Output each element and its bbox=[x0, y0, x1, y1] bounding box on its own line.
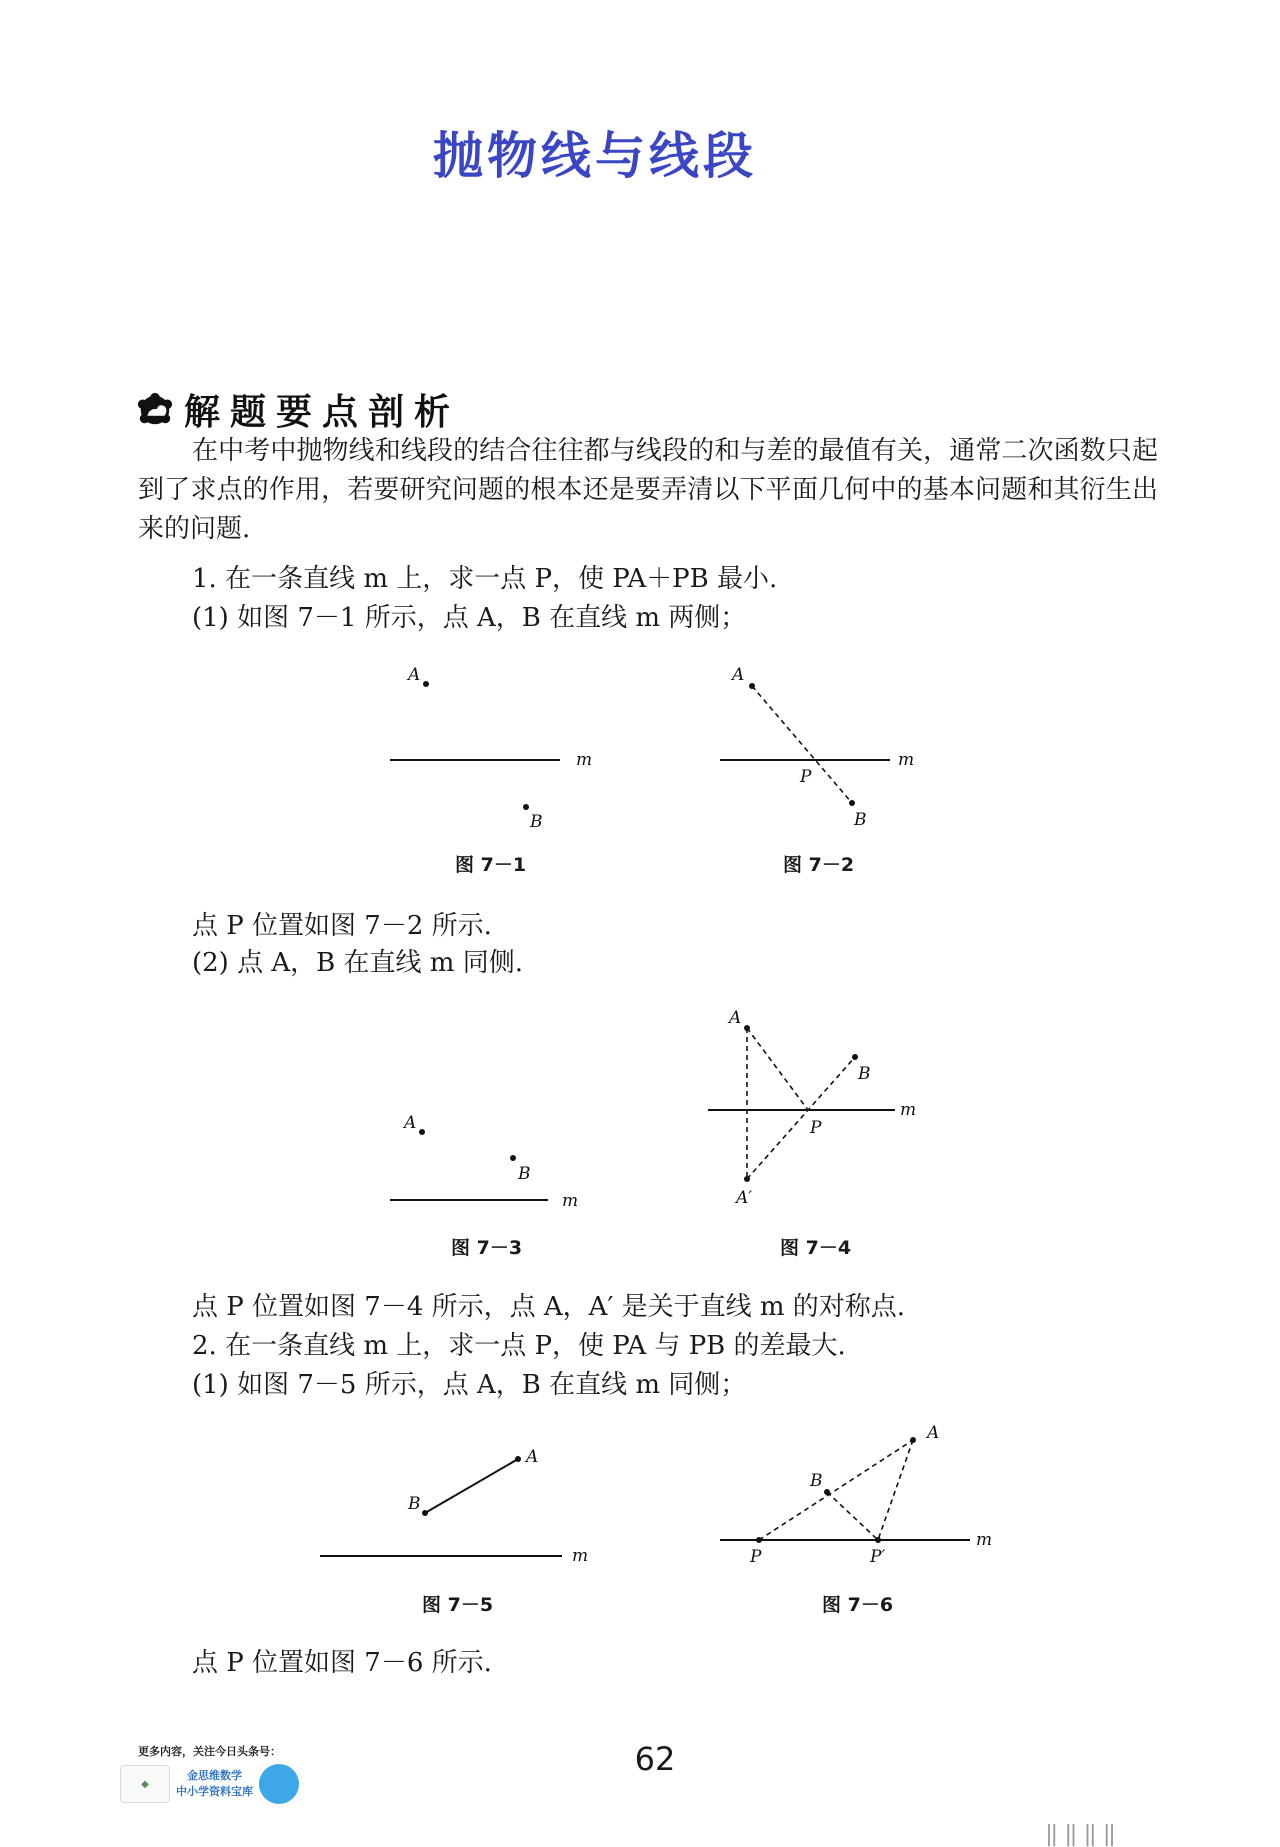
section-heading bbox=[136, 384, 460, 435]
page-number: 62 bbox=[634, 1740, 676, 1778]
point-a bbox=[515, 1456, 521, 1462]
point-b bbox=[422, 1510, 428, 1516]
figure-7-6 bbox=[710, 1420, 1000, 1580]
segment-pa bbox=[759, 1440, 913, 1540]
label-b: B bbox=[854, 810, 867, 830]
gear-cloud-icon bbox=[136, 391, 174, 429]
label-b: B bbox=[518, 1164, 531, 1184]
label-b: B bbox=[408, 1494, 421, 1514]
point-b bbox=[849, 800, 855, 806]
label-a: A bbox=[526, 1447, 539, 1467]
segment-ap bbox=[747, 1028, 808, 1110]
figure-7-1 bbox=[380, 655, 600, 830]
segment-a2b bbox=[747, 1057, 855, 1179]
page-title: 抛物线与线段 bbox=[433, 127, 757, 185]
point-a bbox=[419, 1129, 425, 1135]
label-m: m bbox=[576, 750, 593, 770]
label-b: B bbox=[530, 812, 543, 830]
intro-paragraph: 在中考中抛物线和线段的结合往往都与线段的和与差的最值有关，通常二次函数只起到了求点的作用，若要研究问题的根本还是要弄清以下平面几何中的基本问题和其衍生出来的问题. bbox=[138, 436, 1158, 544]
point-p-prime bbox=[875, 1537, 881, 1543]
point-b bbox=[510, 1155, 516, 1161]
label-m: m bbox=[898, 750, 915, 770]
brand-line-1: 金思维数学 bbox=[187, 1769, 242, 1782]
label-b: B bbox=[858, 1064, 871, 1084]
figure-7-5 bbox=[310, 1440, 600, 1580]
point-a-prime bbox=[744, 1176, 750, 1182]
problem-1-case-1: (1) 如图 7－1 所示，点 A，B 在直线 m 两侧； bbox=[192, 603, 747, 633]
figure-7-4 bbox=[700, 1000, 940, 1220]
label-a: A bbox=[729, 1008, 742, 1028]
problem-1-case-2: (2) 点 A，B 在直线 m 同侧. bbox=[192, 948, 523, 978]
label-m: m bbox=[572, 1546, 589, 1566]
problem-1: 1. 在一条直线 m 上，求一点 P，使 PA＋PB 最小. bbox=[192, 564, 778, 594]
label-a-prime: A′ bbox=[736, 1188, 753, 1208]
point-b bbox=[523, 804, 529, 810]
mascot-icon bbox=[259, 1764, 299, 1804]
label-p: P bbox=[810, 1118, 822, 1138]
figure-7-5-caption: 图 7－5 bbox=[422, 1594, 494, 1616]
brand-text bbox=[176, 1768, 253, 1800]
figure-7-2-caption: 图 7－2 bbox=[783, 854, 855, 876]
figure-7-4-caption: 图 7－4 bbox=[780, 1237, 852, 1259]
figure-7-3 bbox=[380, 1100, 600, 1220]
problem-2-case-1: (1) 如图 7－5 所示，点 A，B 在直线 m 同侧； bbox=[192, 1370, 747, 1400]
brand-logo-icon: ◆ bbox=[120, 1765, 170, 1803]
label-a: A bbox=[927, 1423, 940, 1443]
point-a bbox=[423, 681, 429, 687]
segment-ab bbox=[425, 1459, 518, 1513]
problem-2-case-1-answer: 点 P 位置如图 7－6 所示. bbox=[192, 1648, 492, 1678]
segment-bp2 bbox=[827, 1492, 878, 1540]
figure-7-3-caption: 图 7－3 bbox=[451, 1237, 523, 1259]
label-a: A bbox=[732, 665, 745, 685]
point-p bbox=[756, 1537, 762, 1543]
brand-line-2: 中小学资料宝库 bbox=[176, 1785, 253, 1798]
label-a: A bbox=[404, 1113, 417, 1133]
label-a: A bbox=[408, 665, 421, 685]
label-m: m bbox=[562, 1191, 579, 1211]
label-m: m bbox=[976, 1530, 993, 1550]
footer-note: 更多内容，关注今日头条号： bbox=[138, 1745, 281, 1758]
scan-edge-marks: ‖‖‖‖ bbox=[1045, 1822, 1122, 1847]
label-b: B bbox=[810, 1471, 823, 1491]
problem-1-case-1-answer: 点 P 位置如图 7－2 所示. bbox=[192, 911, 492, 941]
label-m: m bbox=[900, 1100, 917, 1120]
figure-7-6-caption: 图 7－6 bbox=[822, 1594, 894, 1616]
segment-ap2 bbox=[878, 1440, 913, 1540]
figure-7-1-caption: 图 7－1 bbox=[455, 854, 527, 876]
figure-7-2 bbox=[710, 655, 950, 830]
problem-1-case-2-answer: 点 P 位置如图 7－4 所示，点 A，A′ 是关于直线 m 的对称点. bbox=[192, 1292, 906, 1322]
label-p: P bbox=[750, 1547, 762, 1567]
footer-brand bbox=[120, 1764, 299, 1804]
problem-2: 2. 在一条直线 m 上，求一点 P，使 PA 与 PB 的差最大. bbox=[192, 1331, 846, 1361]
section-heading-text: 解题要点剖析 bbox=[184, 391, 461, 433]
label-p-prime: P′ bbox=[870, 1547, 886, 1567]
label-p: P bbox=[800, 767, 812, 787]
